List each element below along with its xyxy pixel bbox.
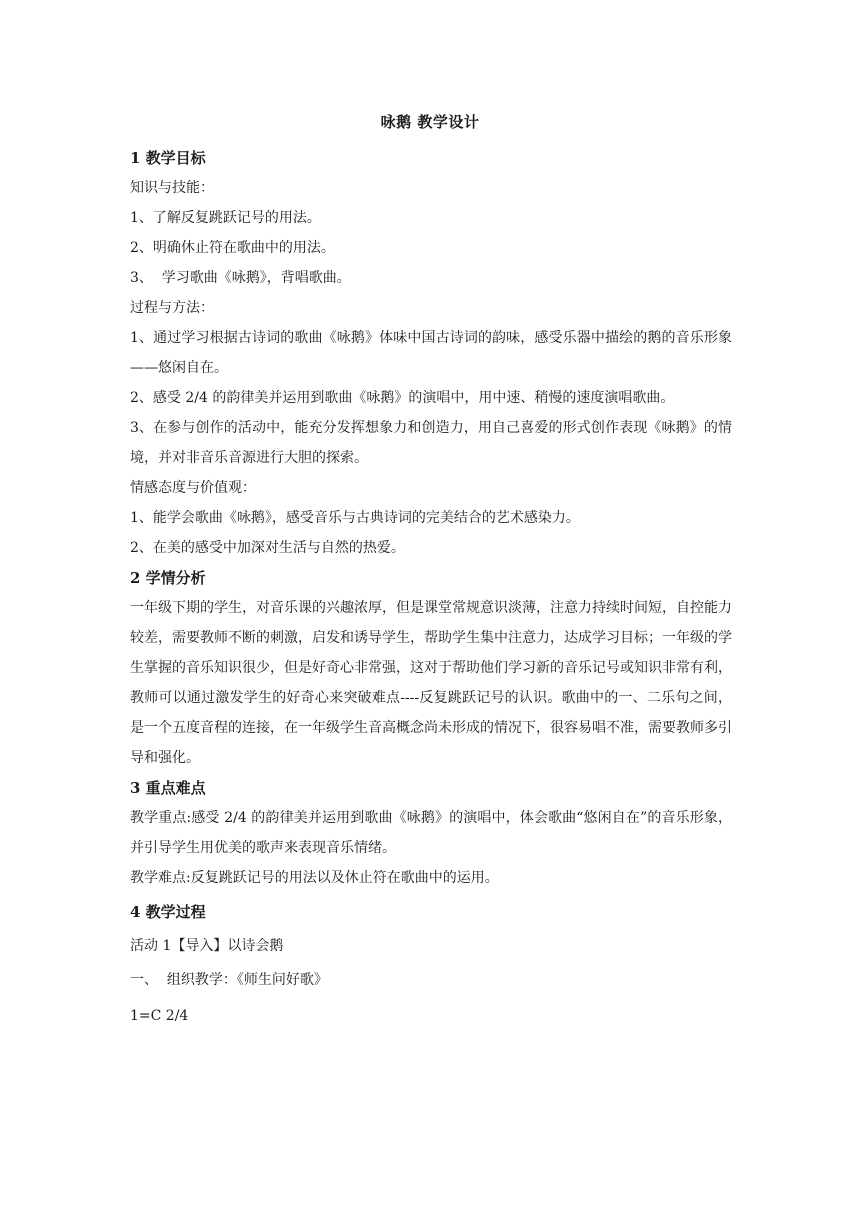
process-methods-label: 过程与方法： xyxy=(130,300,214,316)
activity-title: 活动 1【导入】以诗会鹅 xyxy=(130,938,284,954)
process-item: 1、通过学习根据古诗词的歌曲《咏鹅》体味中国古诗词的韵味，感受乐器中描绘的鹅的音乐形象——悠闲自在。 xyxy=(130,330,732,376)
section-heading-student-analysis: 2 学情分析 xyxy=(130,569,206,587)
document-body xyxy=(130,143,732,1031)
difficulty-text: 教学难点:反复跳跃记号的用法以及休止符在歌曲中的运用。 xyxy=(130,870,499,886)
student-analysis-body: 一年级下期的学生，对音乐课的兴趣浓厚，但是课堂常规意识淡薄，注意力持续时间短，自控能力较差，需要教师不断的刺激，启发和诱导学生，帮助学生集中注意力，达成学习目标；一年级的学生掌握的音乐知识很少，但是好奇心非常强，这对于帮助他们学习新的音乐记号或知识非常有利，教师可以通过激发学生的好奇心来突破难点----反复跳跃记号的认识。歌曲中的一、二乐句之间，是一个五度音程的连接，在一年级学生音高概念尚未形成的情况下，很容易唱不准，需要教师多引导和强化。 xyxy=(130,600,732,766)
emotion-values-label: 情感态度与价值观： xyxy=(130,480,256,496)
knowledge-item: 2、明确休止符在歌曲中的用法。 xyxy=(130,240,335,256)
knowledge-item: 3、 学习歌曲《咏鹅》，背唱歌曲。 xyxy=(130,270,351,286)
process-item: 2、感受 2/4 的韵律美并运用到歌曲《咏鹅》的演唱中，用中速、稍慢的速度演唱歌曲。 xyxy=(130,390,675,406)
section-heading-process: 4 教学过程 xyxy=(130,903,206,921)
process-item: 3、在参与创作的活动中，能充分发挥想象力和创造力，用自己喜爱的形式创作表现《咏鹅》的情境，并对非音乐音源进行大胆的探索。 xyxy=(130,420,732,466)
knowledge-item: 1、了解反复跳跃记号的用法。 xyxy=(130,210,321,226)
key-signature: 1=C 2/4 xyxy=(130,1008,189,1024)
step-organize-teaching: 一、 组织教学：《师生问好歌》 xyxy=(130,972,328,988)
section-heading-objectives: 1 教学目标 xyxy=(130,149,206,167)
emotion-item: 2、在美的感受中加深对生活与自然的热爱。 xyxy=(130,540,405,556)
emotion-item: 1、能学会歌曲《咏鹅》，感受音乐与古典诗词的完美结合的艺术感染力。 xyxy=(130,510,580,526)
key-point-text: 教学重点:感受 2/4 的韵律美并运用到歌曲《咏鹅》的演唱中，体会歌曲“悠闲自在”的音乐形象，并引导学生用优美的歌声来表现音乐情绪。 xyxy=(130,810,732,856)
knowledge-skills-label: 知识与技能： xyxy=(130,180,214,196)
document-title: 咏鹅 教学设计 xyxy=(380,113,480,131)
section-heading-key-points: 3 重点难点 xyxy=(130,779,206,797)
